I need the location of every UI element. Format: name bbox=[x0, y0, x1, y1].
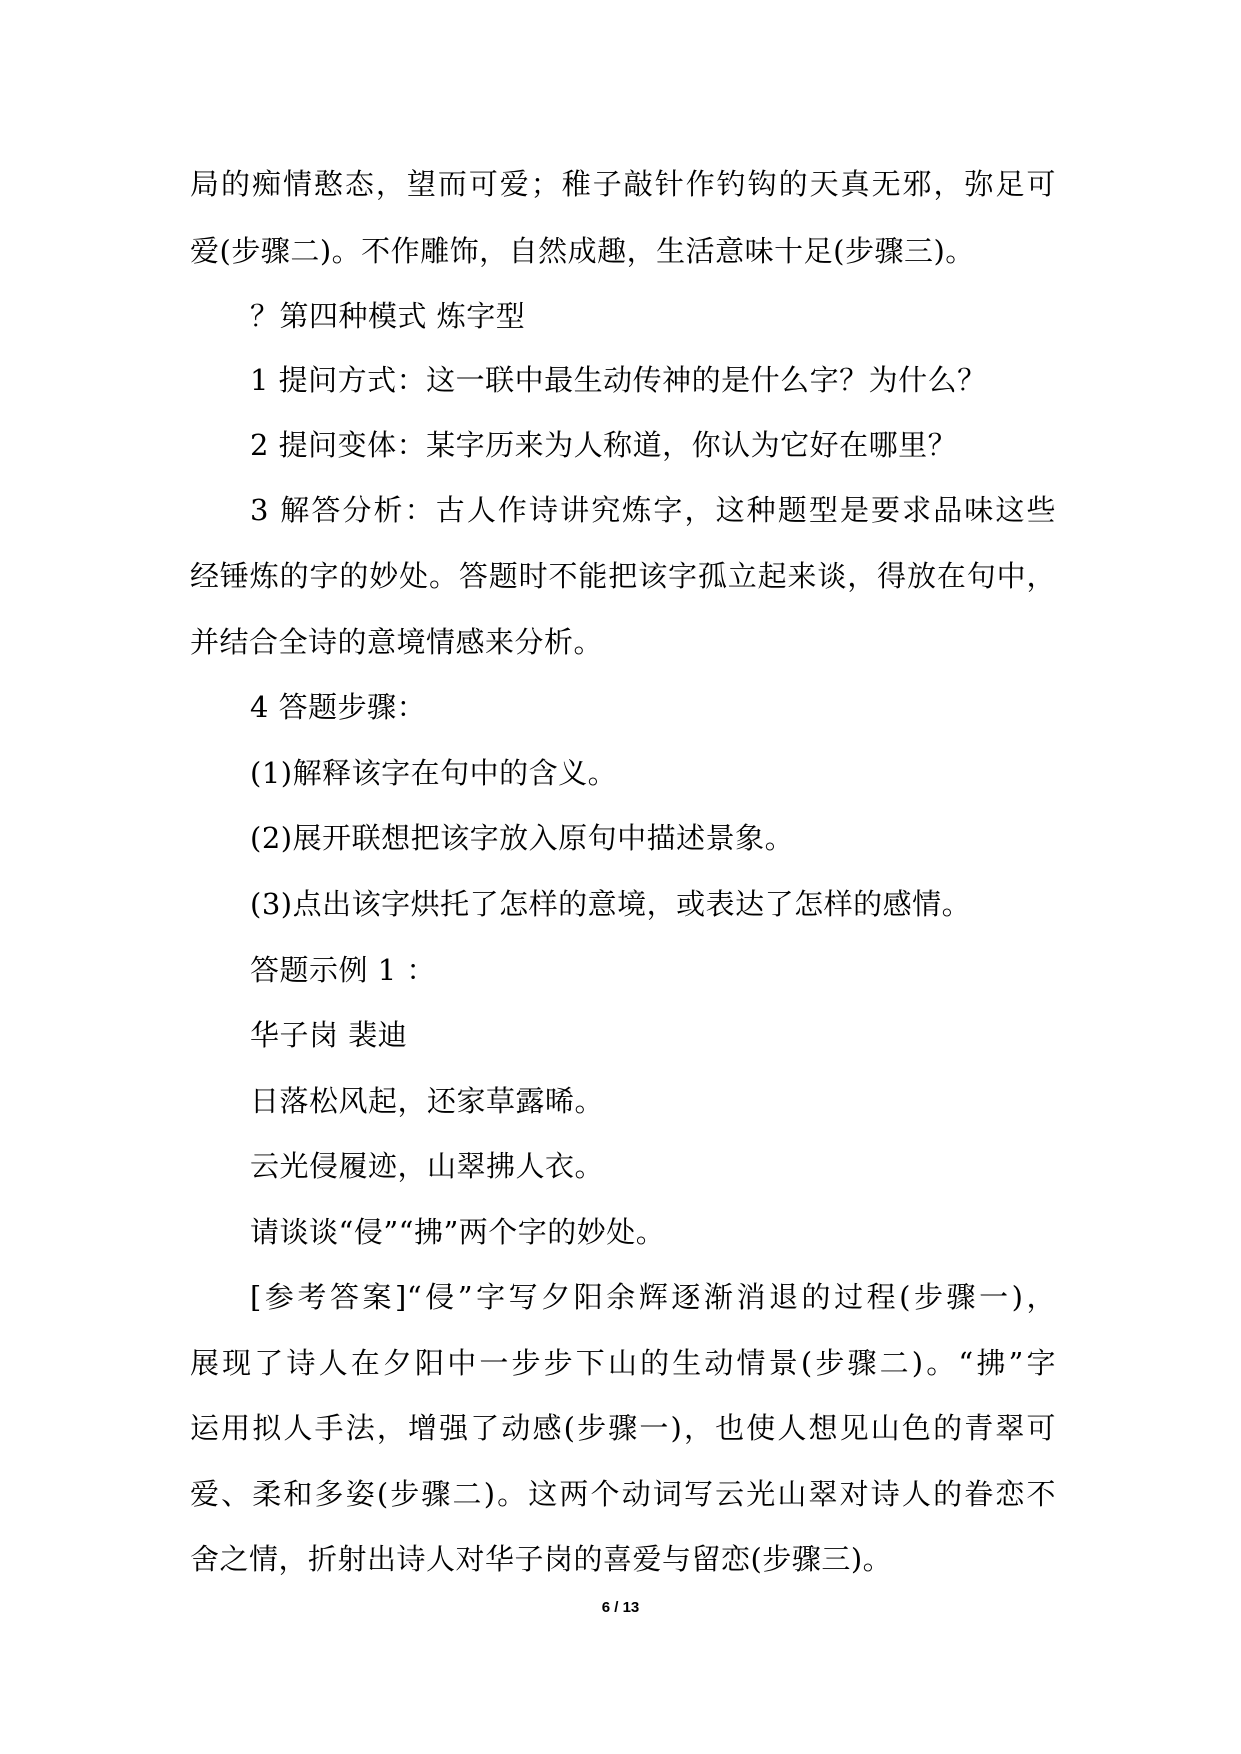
list-item: (2)展开联想把该字放入原句中描述景象。 bbox=[250, 821, 795, 855]
body-text-line: 1 提问方式：这一联中最生动传神的是什么字？为什么？ bbox=[250, 363, 987, 397]
body-text-line: 经锤炼的字的妙处。答题时不能把该字孤立起来谈，得放在句中， bbox=[190, 559, 1056, 593]
example-heading: 答题示例 1 ： bbox=[250, 953, 436, 987]
body-text-line: 4 答题步骤： bbox=[250, 690, 427, 724]
section-heading: ？第四种模式 炼字型 bbox=[250, 299, 526, 333]
page-number: 6 / 13 bbox=[601, 1599, 640, 1616]
answer-text-line: 运用拟人手法，增强了动感(步骤一)，也使人想见山色的青翠可 bbox=[190, 1411, 1056, 1445]
list-item: (1)解释该字在句中的含义。 bbox=[250, 756, 618, 790]
answer-text-line: 舍之情，折射出诗人对华子岗的喜爱与留恋(步骤三)。 bbox=[190, 1542, 893, 1576]
body-text-line: 局的痴情憨态，望而可爱；稚子敲针作钓钩的天真无邪，弥足可 bbox=[190, 167, 1056, 201]
body-text-line: 并结合全诗的意境情感来分析。 bbox=[190, 625, 604, 659]
poem-line: 日落松风起，还家草露晞。 bbox=[250, 1084, 605, 1118]
answer-text-line: [参考答案]“侵”字写夕阳余辉逐渐消退的过程(步骤一)， bbox=[250, 1280, 1056, 1314]
answer-text-line: 展现了诗人在夕阳中一步步下山的生动情景(步骤二)。“拂”字 bbox=[190, 1346, 1056, 1380]
list-item: (3)点出该字烘托了怎样的意境，或表达了怎样的感情。 bbox=[250, 887, 972, 921]
answer-text-line: 爱、柔和多姿(步骤二)。这两个动词写云光山翠对诗人的眷恋不 bbox=[190, 1477, 1056, 1511]
body-text-line: 2 提问变体：某字历来为人称道，你认为它好在哪里？ bbox=[250, 428, 958, 462]
body-text-line: 爱(步骤二)。不作雕饰，自然成趣，生活意味十足(步骤三)。 bbox=[190, 234, 975, 268]
poem-title: 华子岗 裴迪 bbox=[250, 1018, 408, 1052]
poem-line: 云光侵履迹，山翠拂人衣。 bbox=[250, 1149, 605, 1183]
body-text-line: 3 解答分析：古人作诗讲究炼字，这种题型是要求品味这些 bbox=[250, 493, 1056, 527]
question-text: 请谈谈“侵”“拂”两个字的妙处。 bbox=[250, 1215, 666, 1249]
